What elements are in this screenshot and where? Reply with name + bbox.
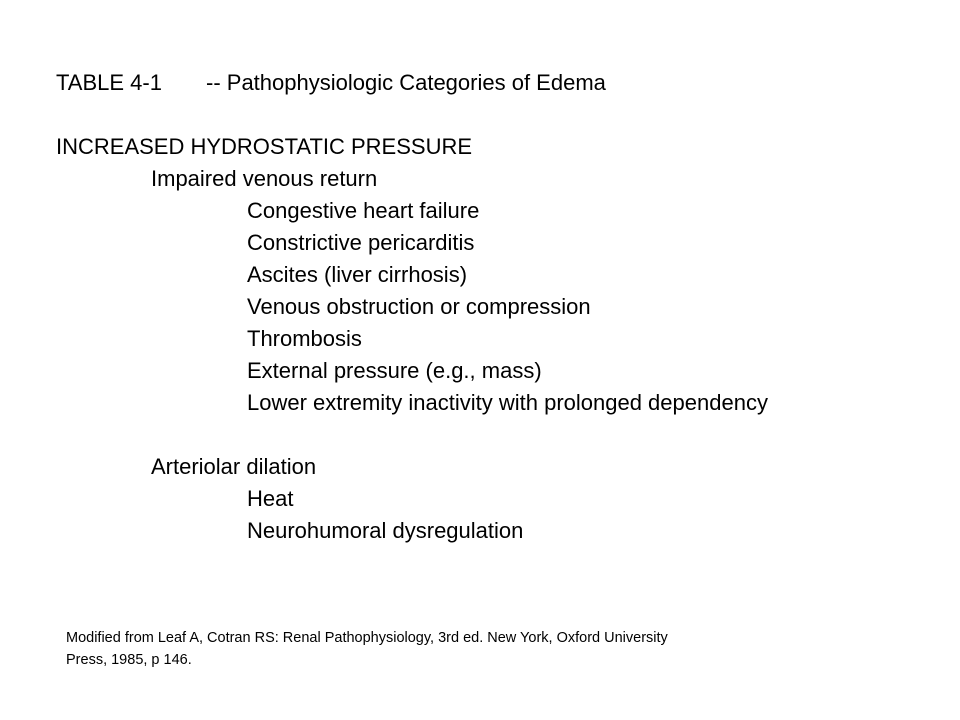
- table-number: TABLE 4-1: [56, 70, 162, 95]
- list-item: Neurohumoral dysregulation: [247, 518, 524, 543]
- list-item: Congestive heart failure: [247, 198, 480, 223]
- citation-line-2: Press, 1985, p 146.: [66, 652, 192, 668]
- citation-line-1: Modified from Leaf A, Cotran RS: Renal Pathophysiology, 3rd ed. New York, Oxford University: [66, 630, 668, 646]
- table-title: -- Pathophysiologic Categories of Edema: [206, 70, 606, 95]
- list-item: External pressure (e.g., mass): [247, 358, 542, 383]
- category-heading: INCREASED HYDROSTATIC PRESSURE: [56, 134, 473, 159]
- spacer: [56, 419, 936, 451]
- list-item: Thrombosis: [247, 326, 362, 351]
- table-title-row: [56, 67, 936, 99]
- spacer: [56, 99, 936, 131]
- group-label-arteriolar-dilation: Arteriolar dilation: [151, 454, 317, 479]
- group-label-impaired-venous-return: Impaired venous return: [151, 166, 378, 191]
- source-citation: [66, 627, 866, 671]
- list-item: Constrictive pericarditis: [247, 230, 475, 255]
- table-content: [56, 67, 936, 547]
- list-item: Heat: [247, 486, 294, 511]
- list-item: Lower extremity inactivity with prolonged dependency: [247, 390, 768, 415]
- list-item: Ascites (liver cirrhosis): [247, 262, 468, 287]
- list-item: Venous obstruction or compression: [247, 294, 591, 319]
